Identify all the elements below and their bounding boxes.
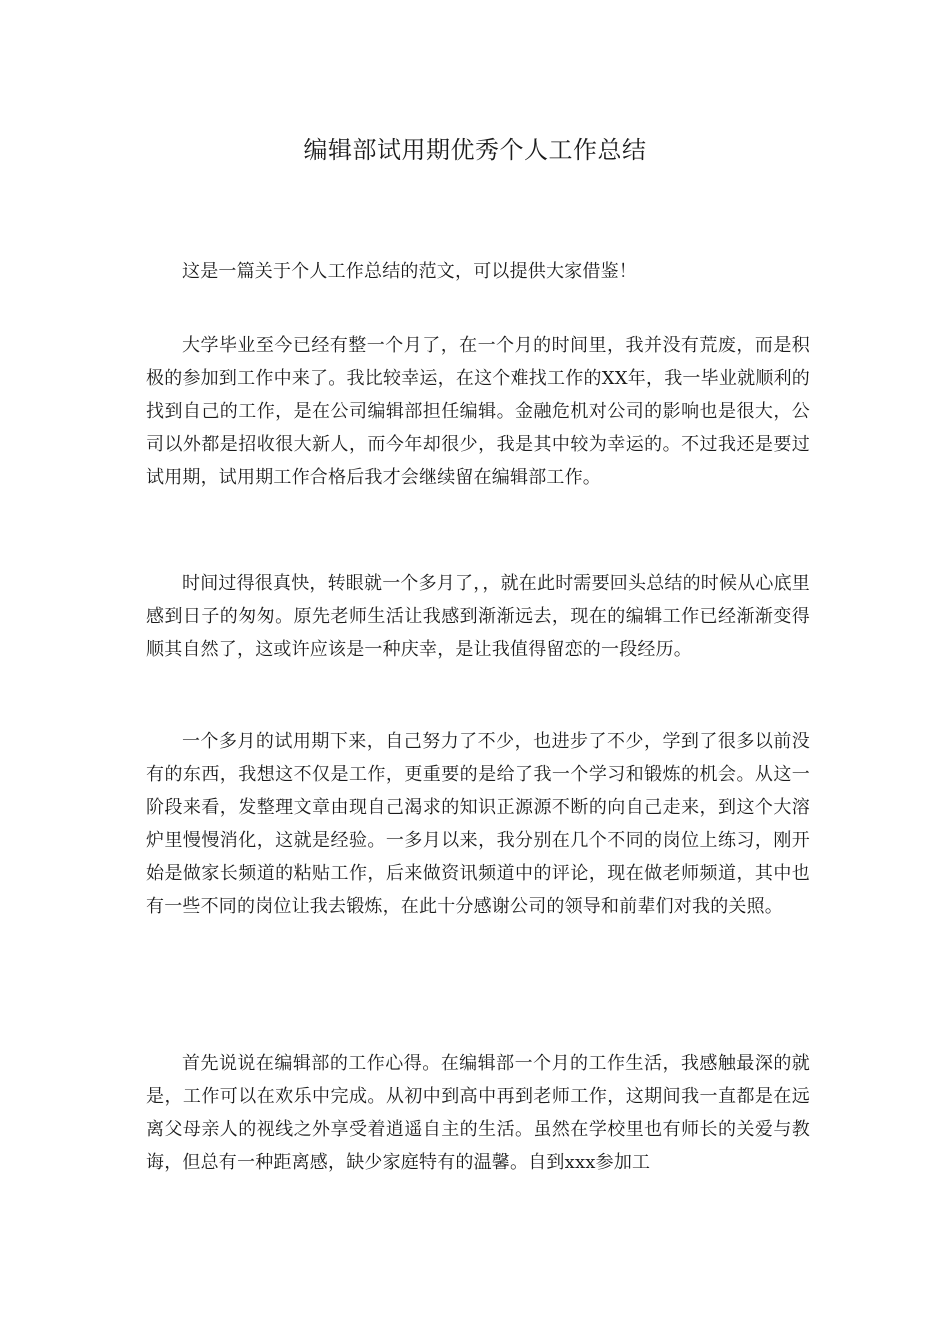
body-paragraph-3: 一个多月的试用期下来，自己努力了不少，也进步了不少，学到了很多以前没有的东西，我想这不仅是工作，更重要的是给了我一个学习和锻炼的机会。从这一阶段来看，发整理文章由现自己渴求的知识正源源不断的向自己走来，到这个大溶炉里慢慢消化，这就是经验。一多月以来，我分别在几个不同的岗位上练习，刚开始是做家长频道的粘贴工作，后来做资讯频道中的评论，现在做老师频道，其中也有一些不同的岗位让我去锻炼，在此十分感谢公司的领导和前辈们对我的关照。 xyxy=(146,731,810,917)
body-paragraph-1: 大学毕业至今已经有整一个月了，在一个月的时间里，我并没有荒废，而是积极的参加到工作中来了。我比较幸运，在这个难找工作的XX年，我一毕业就顺利的找到自己的工作，是在公司编辑部担任编辑。金融危机对公司的影响也是很大，公司以外都是招收很大新人，而今年却很少，我是其中较为幸运的。不过我还是要过试用期，试用期工作合格后我才会继续留在编辑部工作。 xyxy=(146,335,810,488)
body-paragraph-4: 首先说说在编辑部的工作心得。在编辑部一个月的工作生活，我感触最深的就是，工作可以在欢乐中完成。从初中到高中再到老师工作，这期间我一直都是在远离父母亲人的视线之外享受着逍遥自主的生活。虽然在学校里也有师长的关爱与教诲，但总有一种距离感，缺少家庭特有的温馨。自到xxx参加工 xyxy=(146,1053,810,1173)
intro-paragraph: 这是一篇关于个人工作总结的范文，可以提供大家借鉴！ xyxy=(182,261,637,282)
body-paragraph-2: 时间过得很真快，转眼就一个多月了，，就在此时需要回头总结的时候从心底里感到日子的匆匆。原先老师生活让我感到渐渐远去，现在的编辑工作已经渐渐变得顺其自然了，这或许应该是一种庆幸，是让我值得留恋的一段经历。 xyxy=(146,573,810,660)
document-title: 编辑部试用期优秀个人工作总结 xyxy=(303,136,647,164)
